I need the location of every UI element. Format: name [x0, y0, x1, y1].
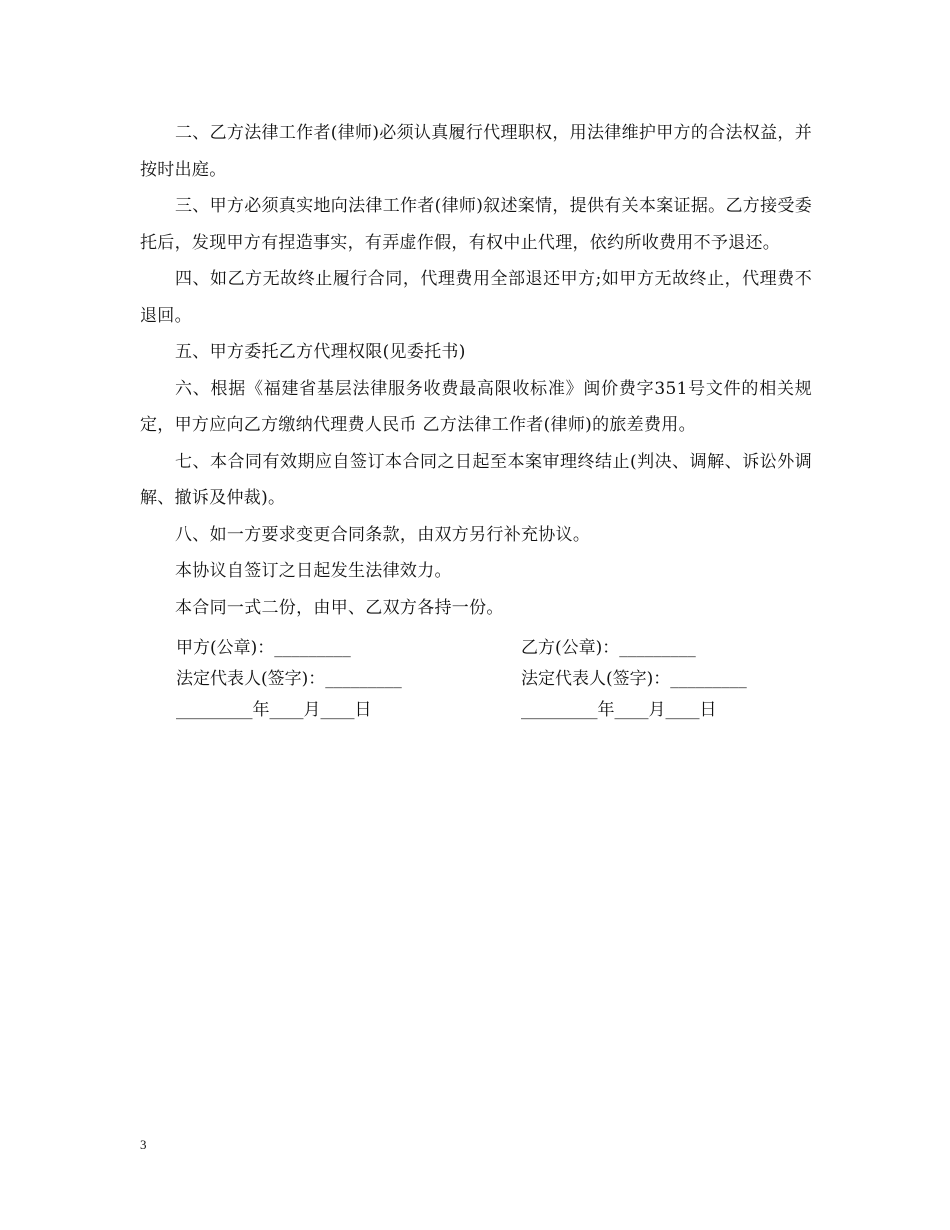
date-row: [0, 695, 950, 726]
party-b-date-line: _________年____月____日: [521, 700, 717, 720]
page-number: 3: [140, 1137, 147, 1152]
clause-8: 八、如一方要求变更合同条款，由双方另行补充协议。: [175, 524, 591, 545]
clause-2: 二、乙方法律工作者(律师)必须认真履行代理职权，用法律维护甲方的合法权益，并按时出庭。: [140, 123, 812, 180]
clause-7: 七、本合同有效期应自签订本合同之日起至本案审理终结止(判决、调解、诉讼外调解、撤诉及仲裁)。: [140, 451, 812, 508]
clause-4: 四、如乙方无故终止履行合同，代理费用全部退还甲方;如甲方无故终止，代理费不退回。: [140, 269, 812, 326]
representative-row: [0, 664, 950, 695]
clause-5: 五、甲方委托乙方代理权限(见委托书): [175, 342, 466, 362]
seal-row: [0, 633, 950, 664]
clause-3: 三、甲方必须真实地向法律工作者(律师)叙述案情，提供有关本案证据。乙方接受委托后，发现甲方有捏造事实，有弄虚作假，有权中止代理，依约所收费用不予退还。: [140, 196, 812, 253]
party-a-date-line: _________年____月____日: [176, 700, 372, 720]
party-a-seal-line: 甲方(公章)：_________: [176, 638, 351, 658]
contract-body: [140, 115, 812, 626]
copies-clause: 本合同一式二份，由甲、乙双方各持一份。: [175, 597, 504, 618]
party-a-representative-line: 法定代表人(签字)：_________: [176, 669, 402, 689]
signature-block: [0, 633, 950, 726]
party-b-representative-line: 法定代表人(签字)：_________: [521, 669, 747, 689]
party-b-seal-line: 乙方(公章)：_________: [521, 638, 696, 658]
effective-clause: 本协议自签订之日起发生法律效力。: [175, 561, 452, 581]
clause-6: 六、根据《福建省基层法律服务收费最高限收标准》闽价费字351号文件的相关规定，甲方应向乙方缴纳代理费人民币 乙方法律工作者(律师)的旅差费用。: [140, 378, 812, 435]
